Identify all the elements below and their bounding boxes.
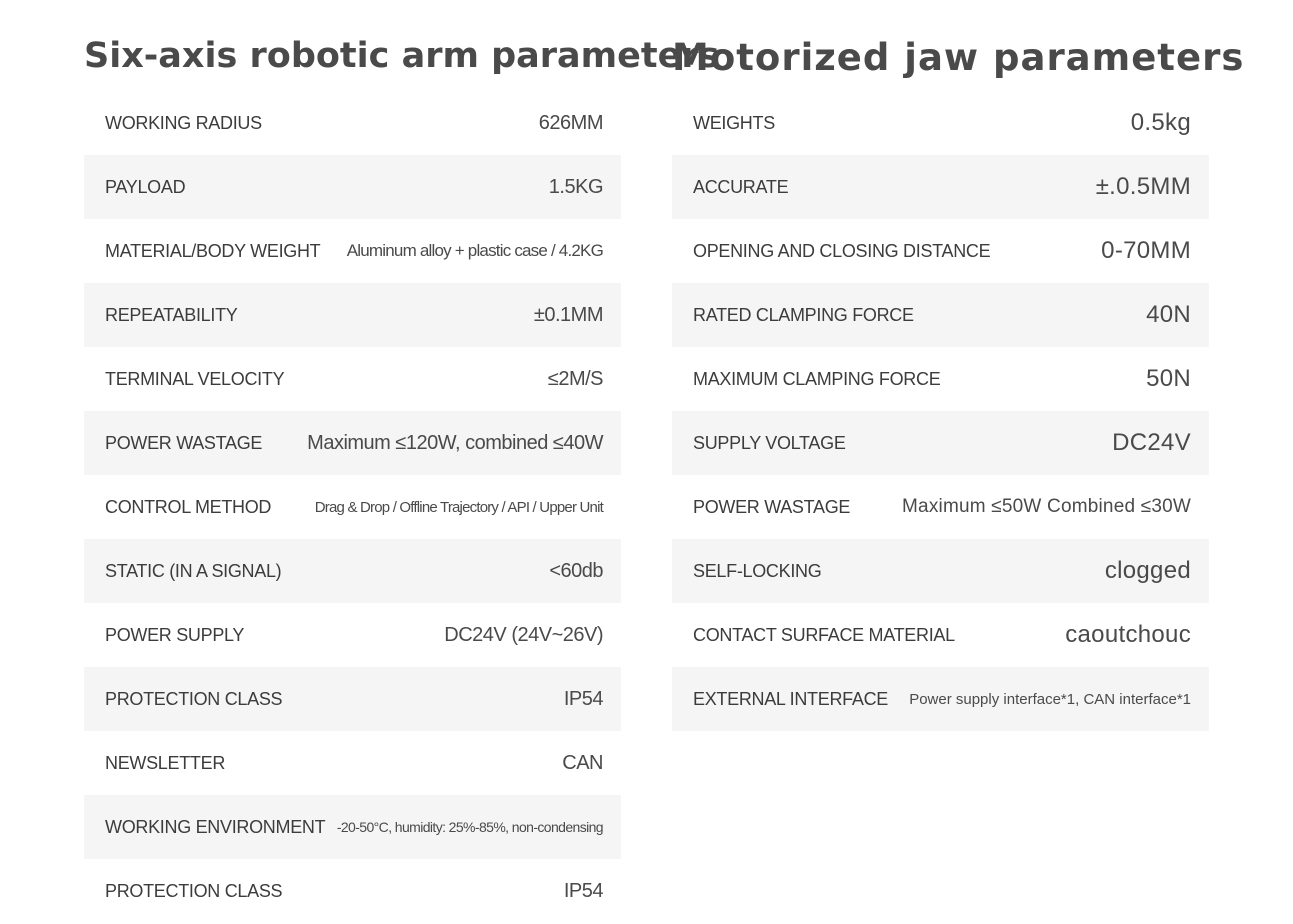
motorized-jaw-table [672,91,1209,731]
param-value: DC24V (24V~26V) [444,623,603,646]
param-value: 40N [1146,301,1191,328]
param-value: 626MM [538,111,603,134]
param-label: REPEATABILITY [105,304,238,325]
param-label: CONTACT SURFACE MATERIAL [693,624,955,645]
param-label: SUPPLY VOLTAGE [693,432,846,453]
table-row [84,667,621,731]
param-label: WEIGHTS [693,112,775,133]
table-row [672,91,1209,155]
table-row [84,91,621,155]
param-value: ±0.1MM [533,303,603,326]
table-row [84,603,621,667]
table-row [84,411,621,475]
param-label: WORKING RADIUS [105,112,262,133]
param-value: 50N [1146,365,1191,392]
param-value: IP54 [563,687,603,710]
table-row [84,795,621,859]
robotic-arm-table [84,91,621,923]
param-value: DC24V [1112,429,1191,456]
param-label: RATED CLAMPING FORCE [693,304,914,325]
table-row [672,283,1209,347]
param-value: Maximum ≤50W Combined ≤30W [902,496,1191,517]
table-row [672,667,1209,731]
motorized-jaw-title: Motorized jaw parameters [672,36,1245,79]
param-value: Drag & Drop / Offline Trajectory / API / Upper Unit [314,498,603,516]
table-row [672,155,1209,219]
param-value: ±.0.5MM [1095,173,1191,200]
param-label: PROTECTION CLASS [105,880,283,901]
param-label: MATERIAL/BODY WEIGHT [105,240,321,261]
param-value: Aluminum alloy + plastic case / 4.2KG [346,241,603,260]
table-row [84,219,621,283]
param-value: ≤2M/S [547,367,603,390]
param-value: CAN [562,751,603,774]
table-row [672,347,1209,411]
param-label: PAYLOAD [105,176,186,197]
param-label: TERMINAL VELOCITY [105,368,285,389]
table-row [84,475,621,539]
table-row [84,731,621,795]
param-value: 0-70MM [1101,237,1191,264]
table-row [84,283,621,347]
param-label: ACCURATE [693,176,789,197]
table-row [672,539,1209,603]
param-label: STATIC (IN A SIGNAL) [105,560,282,581]
table-row [672,219,1209,283]
robotic-arm-title: Six-axis robotic arm parameters [84,36,720,76]
param-label: SELF-LOCKING [693,560,822,581]
param-label: WORKING ENVIRONMENT [105,816,326,837]
param-label: PROTECTION CLASS [105,688,283,709]
param-value: 1.5KG [548,175,603,198]
param-label: POWER SUPPLY [105,624,245,645]
param-label: MAXIMUM CLAMPING FORCE [693,368,941,389]
param-value: -20-50°C, humidity: 25%-85%, non-condensing [336,819,603,835]
param-label: NEWSLETTER [105,752,226,773]
table-row [672,603,1209,667]
param-value: <60db [549,559,603,582]
param-value: 0.5kg [1130,109,1191,136]
table-row [84,347,621,411]
param-value: Maximum ≤120W, combined ≤40W [307,431,603,454]
param-label: OPENING AND CLOSING DISTANCE [693,240,991,261]
param-value: Power supply interface*1, CAN interface*1 [909,690,1191,708]
param-value: clogged [1104,557,1191,584]
param-value: caoutchouc [1065,621,1191,648]
param-label: POWER WASTAGE [105,432,263,453]
table-row [84,155,621,219]
table-row [84,539,621,603]
param-label: CONTROL METHOD [105,496,272,517]
param-label: POWER WASTAGE [693,496,851,517]
table-row [672,475,1209,539]
param-value: IP54 [563,879,603,902]
param-label: EXTERNAL INTERFACE [693,688,888,709]
table-row [672,411,1209,475]
table-row [84,859,621,923]
